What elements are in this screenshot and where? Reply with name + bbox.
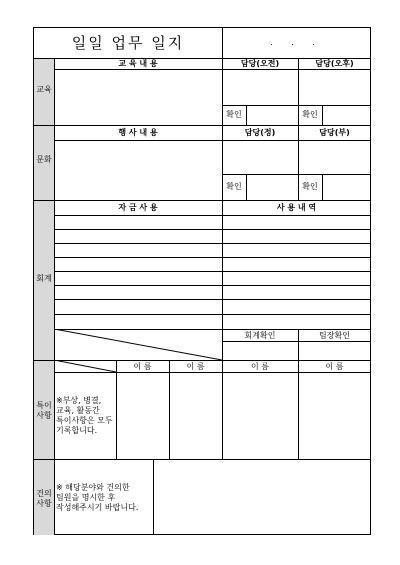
accounting-funds-header: 자 금 사 용 (118, 203, 158, 212)
special-note-line-1: ※부상, 병결, (56, 396, 102, 405)
special-entry-4[interactable] (299, 373, 370, 458)
culture-confirm-label-1: 확인 (226, 182, 242, 191)
special-entry-1[interactable] (117, 373, 168, 458)
special-note-line-3: 특이사항은 모두 (56, 416, 113, 425)
section-label-suggestion-2: 사항 (36, 499, 52, 508)
team-lead-signature-box[interactable] (299, 342, 370, 359)
special-diagonal-line (54, 360, 116, 372)
accounting-signature-box[interactable] (223, 342, 297, 359)
education-content-area[interactable] (55, 70, 221, 124)
section-label-column (34, 58, 54, 535)
suggestion-note-line-2: 팀원을 명시한 후 (56, 493, 116, 502)
culture-content-header: 행 사 내 용 (118, 128, 158, 137)
section-label-special-1: 특이 (36, 401, 52, 410)
accounting-diagonal-line (54, 329, 222, 360)
section-label-education: 교육 (36, 85, 52, 94)
page-title: 일일 업무 일지 (71, 34, 185, 52)
education-pm-header: 담당(오후) (315, 59, 354, 68)
special-entry-3[interactable] (223, 373, 297, 458)
suggestion-note-line-3: 작성해주시기 바랍니다. (56, 503, 139, 512)
suggestion-entry-area[interactable] (154, 460, 370, 534)
section-label-suggestion-1: 건의 (36, 489, 52, 498)
special-note-line-2: 교육, 활동간 (56, 406, 100, 415)
culture-confirm-label-2: 확인 (302, 182, 318, 191)
culture-content-area[interactable] (55, 141, 221, 199)
section-label-accounting: 회계 (36, 274, 52, 283)
team-lead-check-label: 팀장확인 (319, 331, 350, 340)
section-label-special-2: 사항 (36, 411, 52, 420)
education-am-header: 담당(오전) (240, 59, 280, 68)
daily-work-log-form (33, 27, 371, 535)
suggestion-note-line-1: ※ 해당분야와 건의한 (56, 483, 130, 492)
education-confirm-label-2: 확인 (302, 110, 318, 119)
education-confirm-label-1: 확인 (226, 110, 242, 119)
special-entry-2[interactable] (170, 373, 221, 458)
education-content-header: 교 육 내 용 (118, 59, 158, 68)
special-note-line-4: 기록합니다. (56, 426, 98, 435)
accounting-check-label: 회계확인 (244, 331, 276, 340)
section-label-culture: 문화 (36, 155, 52, 164)
culture-sub-header: 담당(부) (319, 128, 350, 137)
name-header-4: 이 름 (325, 362, 344, 371)
accounting-usage-header: 사 용 내 역 (276, 203, 317, 212)
name-header-1: 이 름 (133, 362, 152, 371)
accounting-ledger-rows[interactable] (55, 216, 370, 343)
culture-main-header: 담당(정) (244, 128, 276, 137)
name-header-3: 이 름 (251, 362, 269, 371)
name-header-2: 이 름 (186, 362, 205, 371)
date-field[interactable]: . . . (270, 38, 323, 47)
